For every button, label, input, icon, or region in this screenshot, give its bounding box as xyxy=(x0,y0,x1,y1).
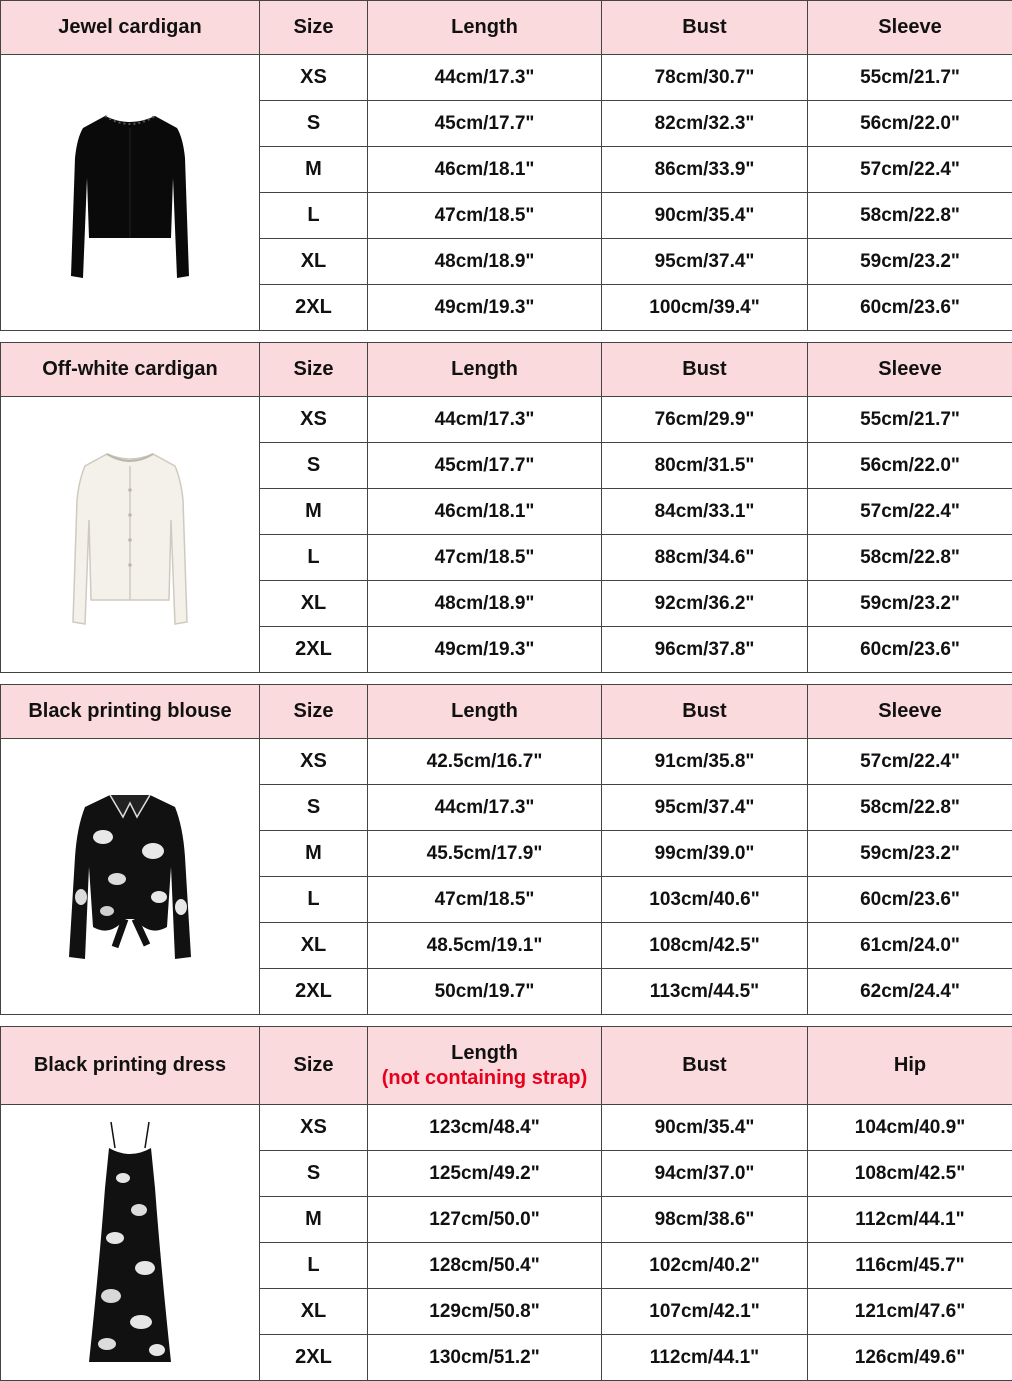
bust-cell: 86cm/33.9" xyxy=(602,147,808,193)
size-cell: L xyxy=(260,877,368,923)
length-cell: 130cm/51.2" xyxy=(368,1335,602,1381)
length-cell: 48.5cm/19.1" xyxy=(368,923,602,969)
hip-header: Hip xyxy=(808,1027,1012,1105)
bust-cell: 91cm/35.8" xyxy=(602,739,808,785)
bust-cell: 78cm/30.7" xyxy=(602,55,808,101)
size-header: Size xyxy=(260,1027,368,1105)
bust-cell: 99cm/39.0" xyxy=(602,831,808,877)
bust-cell: 95cm/37.4" xyxy=(602,239,808,285)
length-cell: 45cm/17.7" xyxy=(368,443,602,489)
hip-cell: 126cm/49.6" xyxy=(808,1335,1012,1381)
size-header: Size xyxy=(260,343,368,397)
size-cell: 2XL xyxy=(260,285,368,331)
bust-header: Bust xyxy=(602,685,808,739)
product-image-cell xyxy=(1,739,260,1015)
bust-cell: 102cm/40.2" xyxy=(602,1243,808,1289)
product-image-cell xyxy=(1,397,260,673)
length-cell: 49cm/19.3" xyxy=(368,627,602,673)
sleeve-cell: 55cm/21.7" xyxy=(808,397,1012,443)
length-header-label: Length xyxy=(451,1041,518,1064)
size-table-black-printing-dress xyxy=(0,1026,1012,1381)
size-cell: XS xyxy=(260,1105,368,1151)
length-cell: 47cm/18.5" xyxy=(368,877,602,923)
bust-cell: 90cm/35.4" xyxy=(602,193,808,239)
floral-blouse-image xyxy=(55,787,205,967)
sleeve-cell: 57cm/22.4" xyxy=(808,147,1012,193)
length-cell: 45.5cm/17.9" xyxy=(368,831,602,877)
hip-cell: 121cm/47.6" xyxy=(808,1289,1012,1335)
product-image-cell xyxy=(1,1105,260,1381)
length-cell: 46cm/18.1" xyxy=(368,147,602,193)
white-cardigan-image xyxy=(65,440,195,630)
length-cell: 44cm/17.3" xyxy=(368,397,602,443)
product-name: Black printing dress xyxy=(1,1027,260,1105)
length-cell: 123cm/48.4" xyxy=(368,1105,602,1151)
size-cell: M xyxy=(260,831,368,877)
size-header: Size xyxy=(260,685,368,739)
bust-cell: 80cm/31.5" xyxy=(602,443,808,489)
sleeve-cell: 57cm/22.4" xyxy=(808,739,1012,785)
length-header: Length xyxy=(368,1,602,55)
sleeve-cell: 61cm/24.0" xyxy=(808,923,1012,969)
sleeve-cell: 60cm/23.6" xyxy=(808,877,1012,923)
bust-header: Bust xyxy=(602,343,808,397)
sleeve-cell: 60cm/23.6" xyxy=(808,627,1012,673)
sleeve-header: Sleeve xyxy=(808,1,1012,55)
bust-cell: 98cm/38.6" xyxy=(602,1197,808,1243)
length-cell: 44cm/17.3" xyxy=(368,785,602,831)
sleeve-cell: 57cm/22.4" xyxy=(808,489,1012,535)
size-cell: XS xyxy=(260,739,368,785)
product-name: Jewel cardigan xyxy=(1,1,260,55)
sleeve-cell: 56cm/22.0" xyxy=(808,443,1012,489)
length-cell: 127cm/50.0" xyxy=(368,1197,602,1243)
length-cell: 45cm/17.7" xyxy=(368,101,602,147)
bust-cell: 76cm/29.9" xyxy=(602,397,808,443)
hip-cell: 112cm/44.1" xyxy=(808,1197,1012,1243)
size-cell: XL xyxy=(260,923,368,969)
bust-cell: 84cm/33.1" xyxy=(602,489,808,535)
hip-cell: 108cm/42.5" xyxy=(808,1151,1012,1197)
length-header: Length xyxy=(368,685,602,739)
size-cell: L xyxy=(260,193,368,239)
size-cell: S xyxy=(260,443,368,489)
sleeve-cell: 60cm/23.6" xyxy=(808,285,1012,331)
size-cell: S xyxy=(260,101,368,147)
length-note: (not containing strap) xyxy=(381,1066,588,1089)
length-cell: 48cm/18.9" xyxy=(368,239,602,285)
product-image-cell xyxy=(1,55,260,331)
length-cell: 47cm/18.5" xyxy=(368,535,602,581)
sleeve-cell: 58cm/22.8" xyxy=(808,193,1012,239)
size-cell: XL xyxy=(260,581,368,627)
bust-cell: 100cm/39.4" xyxy=(602,285,808,331)
size-cell: M xyxy=(260,1197,368,1243)
bust-cell: 94cm/37.0" xyxy=(602,1151,808,1197)
bust-cell: 108cm/42.5" xyxy=(602,923,808,969)
bust-header: Bust xyxy=(602,1,808,55)
length-cell: 125cm/49.2" xyxy=(368,1151,602,1197)
floral-dress-image xyxy=(75,1118,185,1368)
length-cell: 49cm/19.3" xyxy=(368,285,602,331)
bust-cell: 96cm/37.8" xyxy=(602,627,808,673)
sleeve-cell: 59cm/23.2" xyxy=(808,831,1012,877)
size-cell: 2XL xyxy=(260,627,368,673)
bust-cell: 112cm/44.1" xyxy=(602,1335,808,1381)
bust-cell: 107cm/42.1" xyxy=(602,1289,808,1335)
bust-cell: 103cm/40.6" xyxy=(602,877,808,923)
size-header: Size xyxy=(260,1,368,55)
length-cell: 47cm/18.5" xyxy=(368,193,602,239)
size-cell: S xyxy=(260,1151,368,1197)
bust-cell: 88cm/34.6" xyxy=(602,535,808,581)
size-table-black-printing-blouse xyxy=(0,684,1012,1015)
hip-cell: 104cm/40.9" xyxy=(808,1105,1012,1151)
size-cell: L xyxy=(260,535,368,581)
size-table-jewel-cardigan xyxy=(0,0,1012,331)
size-cell: M xyxy=(260,147,368,193)
sleeve-cell: 56cm/22.0" xyxy=(808,101,1012,147)
size-table-off-white-cardigan xyxy=(0,342,1012,673)
size-cell: XL xyxy=(260,239,368,285)
sleeve-header: Sleeve xyxy=(808,343,1012,397)
size-cell: L xyxy=(260,1243,368,1289)
sleeve-cell: 58cm/22.8" xyxy=(808,535,1012,581)
hip-cell: 116cm/45.7" xyxy=(808,1243,1012,1289)
size-cell: XS xyxy=(260,397,368,443)
length-cell: 44cm/17.3" xyxy=(368,55,602,101)
sleeve-header: Sleeve xyxy=(808,685,1012,739)
bust-header: Bust xyxy=(602,1027,808,1105)
size-cell: XS xyxy=(260,55,368,101)
sleeve-cell: 59cm/23.2" xyxy=(808,239,1012,285)
sleeve-cell: 55cm/21.7" xyxy=(808,55,1012,101)
sleeve-cell: 62cm/24.4" xyxy=(808,969,1012,1015)
size-cell: S xyxy=(260,785,368,831)
product-name: Black printing blouse xyxy=(1,685,260,739)
length-cell: 129cm/50.8" xyxy=(368,1289,602,1335)
size-cell: 2XL xyxy=(260,969,368,1015)
size-cell: M xyxy=(260,489,368,535)
bust-cell: 90cm/35.4" xyxy=(602,1105,808,1151)
sleeve-cell: 58cm/22.8" xyxy=(808,785,1012,831)
bust-cell: 95cm/37.4" xyxy=(602,785,808,831)
black-cardigan-image xyxy=(65,98,195,288)
length-cell: 46cm/18.1" xyxy=(368,489,602,535)
bust-cell: 113cm/44.5" xyxy=(602,969,808,1015)
product-name: Off-white cardigan xyxy=(1,343,260,397)
length-cell: 48cm/18.9" xyxy=(368,581,602,627)
sleeve-cell: 59cm/23.2" xyxy=(808,581,1012,627)
length-cell: 128cm/50.4" xyxy=(368,1243,602,1289)
bust-cell: 82cm/32.3" xyxy=(602,101,808,147)
size-cell: XL xyxy=(260,1289,368,1335)
bust-cell: 92cm/36.2" xyxy=(602,581,808,627)
length-header: Length xyxy=(368,343,602,397)
length-cell: 50cm/19.7" xyxy=(368,969,602,1015)
length-cell: 42.5cm/16.7" xyxy=(368,739,602,785)
size-cell: 2XL xyxy=(260,1335,368,1381)
length-header xyxy=(368,1027,602,1105)
